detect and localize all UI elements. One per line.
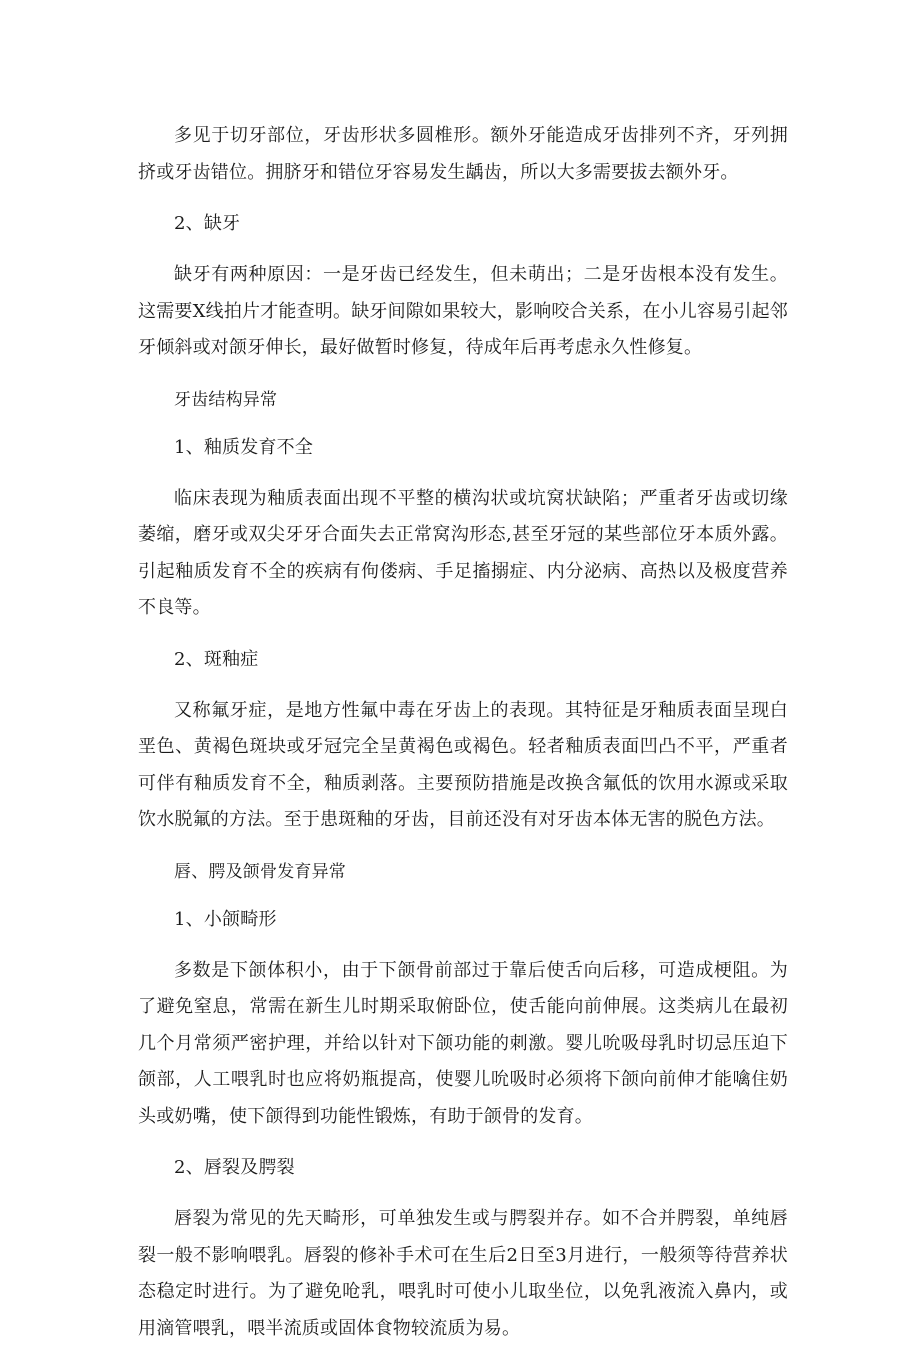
paragraph-enamel-hypoplasia: 临床表现为釉质表面出现不平整的横沟状或坑窝状缺陷；严重者牙齿或切缘萎缩，磨牙或双尖牙牙合面失去正常窝沟形态,甚至牙冠的某些部位牙本质外露。引起釉质发育不全的疾病有佝偻病、手足搐搦症、内分泌病、高热以及极度营养不良等。 <box>138 487 788 618</box>
paragraph-micrognathia: 多数是下颌体积小，由于下颌骨前部过于靠后使舌向后移，可造成梗阻。为了避免窒息，常需在新生儿时期采取俯卧位，使舌能向前伸展。这类病儿在最初几个月常须严密护理，并给以针对下颌功能的刺激。婴儿吮吸母乳时切忌压迫下颌部，人工喂乳时也应将奶瓶提高，使婴儿吮吸时必须将下颌向前伸才能噙住奶头或奶嘴，使下颌得到功能性锻炼，有助于颌骨的发育。 <box>138 959 788 1127</box>
section-lip-palate-jaw: 唇、腭及颌骨发育异常 <box>174 861 346 882</box>
heading-cleft-lip-palate: 2、唇裂及腭裂 <box>174 1157 295 1178</box>
heading-missing-teeth: 2、缺牙 <box>174 213 241 234</box>
paragraph-missing-teeth: 缺牙有两种原因：一是牙齿已经发生，但未萌出；二是牙齿根本没有发生。这需要X线拍片才能查明。缺牙间隙如果较大，影响咬合关系，在小儿容易引起邻牙倾斜或对颌牙伸长，最好做暂时修复，待成年后再考虑永久性修复。 <box>138 264 789 358</box>
paragraph-cleft-lip-palate: 唇裂为常见的先天畸形，可单独发生或与腭裂并存。如不合并腭裂，单纯唇裂一般不影响喂乳。唇裂的修补手术可在生后2日至3月进行，一般须等待营养状态稳定时进行。为了避免呛乳，喂乳时可使小儿取坐位，以免乳液流入鼻内，或用滴管喂乳，喂半流质或固体食物较流质为易。 <box>138 1208 788 1339</box>
heading-dental-fluorosis: 2、斑釉症 <box>174 648 259 670</box>
document-body <box>138 118 788 1365</box>
heading-enamel-hypoplasia: 1、釉质发育不全 <box>174 436 314 458</box>
section-tooth-structure: 牙齿结构异常 <box>174 389 278 410</box>
heading-micrognathia: 1、小颌畸形 <box>174 908 277 930</box>
paragraph-dental-fluorosis: 又称氟牙症，是地方性氟中毒在牙齿上的表现。其特征是牙釉质表面呈现白垩色、黄褐色斑块或牙冠完全呈黄褐色或褐色。轻者釉质表面凹凸不平，严重者可伴有釉质发育不全，釉质剥落。主要预防措施是改换含氟低的饮用水源或采取饮水脱氟的方法。至于患斑釉的牙齿，目前还没有对牙齿本体无害的脱色方法。 <box>138 699 788 830</box>
paragraph-supernumerary-teeth: 多见于切牙部位，牙齿形状多圆椎形。额外牙能造成牙齿排列不齐，牙列拥挤或牙齿错位。拥脐牙和错位牙容易发生龋齿，所以大多需要拔去额外牙。 <box>138 125 788 183</box>
